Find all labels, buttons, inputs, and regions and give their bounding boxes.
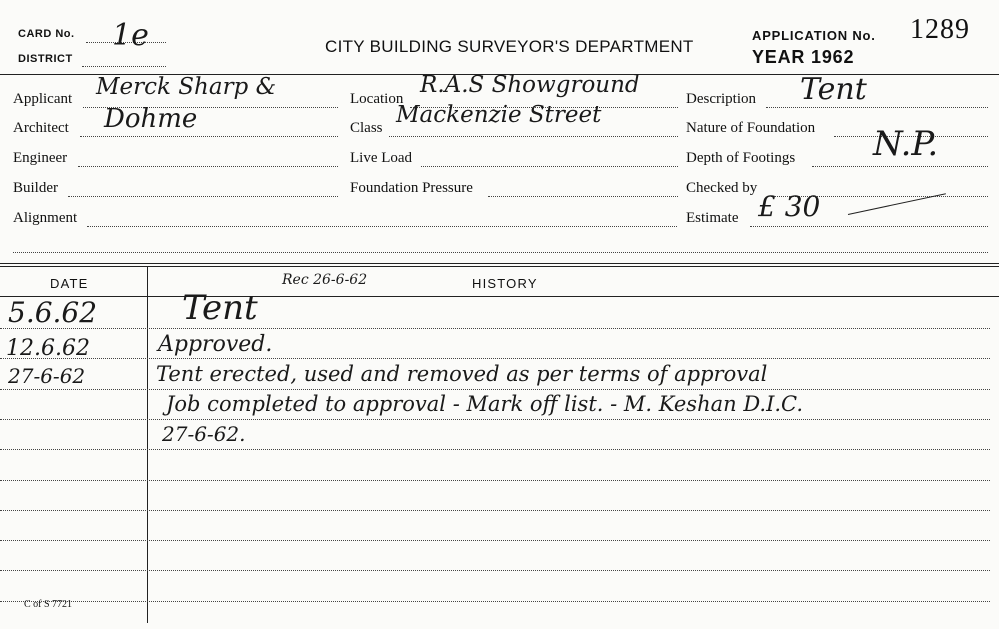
class-dotline [389, 136, 678, 137]
estimate-dotline [750, 226, 988, 227]
estimate-label: Estimate [686, 210, 739, 226]
history-ruled-line [0, 449, 990, 450]
history-column-header: HISTORY [472, 276, 538, 291]
history-ruled-line [0, 601, 990, 602]
district-label: DISTRICT [18, 53, 73, 65]
architect-dotline [80, 136, 338, 137]
received-note: Rec 26-6-62 [282, 272, 368, 288]
description-value: Tent [800, 72, 867, 107]
live-load-label: Live Load [350, 150, 413, 166]
history-ruled-line [0, 419, 990, 420]
department-title: CITY BUILDING SURVEYOR'S DEPARTMENT [325, 37, 694, 56]
history-date: 12.6.62 [6, 336, 90, 361]
history-header-rule [0, 296, 999, 297]
engineer-dotline [78, 166, 338, 167]
history-date: 5.6.62 [8, 296, 98, 329]
description-label: Description [686, 91, 756, 107]
alignment-label: Alignment [13, 210, 78, 226]
history-top-rule [0, 263, 999, 264]
extra-dotline [13, 252, 988, 253]
year-label: YEAR 1962 [752, 47, 855, 67]
history-date: 27-6-62 [8, 364, 86, 388]
history-ruled-line [0, 570, 990, 571]
depth-of-footings-value: N.P. [873, 124, 939, 164]
history-ruled-line [0, 510, 990, 511]
application-no-value: 1289 [910, 14, 970, 45]
architect-label: Architect [13, 120, 69, 136]
checked-by-label: Checked by [686, 180, 758, 196]
builder-label: Builder [13, 180, 58, 196]
foundation-pressure-dotline [488, 196, 678, 197]
district-dotline [82, 66, 166, 67]
depth-of-footings-dotline [812, 166, 988, 167]
history-text: Job completed to approval - Mark off list. - M. Keshan D.I.C. [166, 392, 804, 416]
history-ruled-line [0, 358, 990, 359]
history-top-rule-2 [0, 266, 999, 267]
live-load-dotline [421, 166, 678, 167]
history-ruled-line [0, 389, 990, 390]
location-value: R.A.S Showground [420, 72, 640, 98]
history-text: Approved. [158, 332, 273, 357]
architect-value: Dohme [104, 104, 198, 134]
engineer-label: Engineer [13, 150, 68, 166]
history-text: Tent [182, 288, 258, 328]
estimate-value: £ 30 [758, 190, 821, 223]
builder-dotline [68, 196, 338, 197]
description-dotline [766, 107, 988, 108]
applicant-value: Merck Sharp & [96, 74, 277, 100]
history-ruled-line [0, 328, 990, 329]
applicant-label: Applicant [13, 91, 73, 107]
nature-of-foundation-label: Nature of Foundation [686, 120, 816, 136]
depth-of-footings-label: Depth of Footings [686, 150, 796, 166]
location-label: Location [350, 91, 404, 107]
history-text: Tent erected, used and removed as per terms of approval [156, 362, 768, 386]
form-code: C of S 7721 [24, 599, 73, 610]
card-no-value: 1e [112, 18, 149, 53]
date-column-header: DATE [50, 276, 89, 291]
history-ruled-line [0, 480, 990, 481]
card-no-label: CARD No. [18, 28, 75, 40]
application-no-label: APPLICATION No. [752, 28, 876, 43]
alignment-dotline [87, 226, 677, 227]
class-value: Mackenzie Street [396, 102, 602, 128]
foundation-pressure-label: Foundation Pressure [350, 180, 473, 196]
history-ruled-line [0, 540, 990, 541]
class-label: Class [350, 120, 383, 136]
history-text: 27-6-62. [162, 422, 246, 446]
